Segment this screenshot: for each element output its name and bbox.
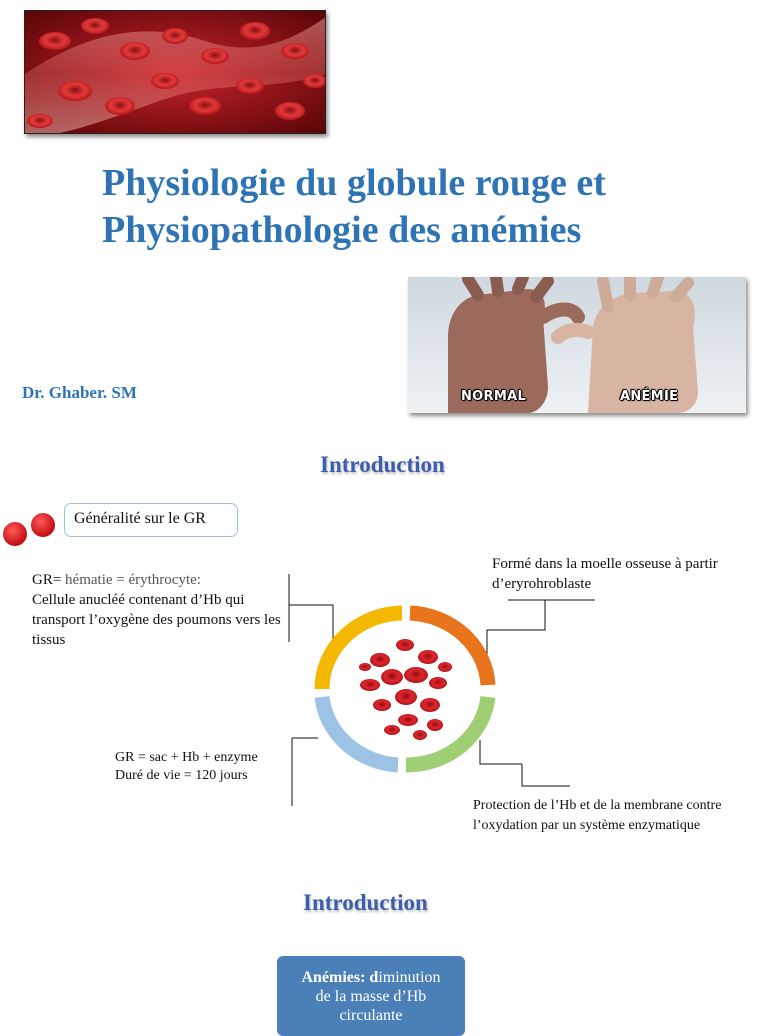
gr-composition-line1: GR = sac + Hb + enzyme [115, 750, 258, 765]
label-normal: NORMAL [461, 389, 527, 404]
forme-text: Formé dans la moelle osseuse à partir d’eryrohroblaste [492, 556, 718, 592]
gr-lifespan-line: Duré de vie = 120 jours [115, 768, 248, 783]
red-cells-bullet-icon [2, 512, 60, 552]
section-heading-introduction-2: Introduction [303, 890, 428, 915]
anemie-line2: de la masse d’Hb [315, 988, 427, 1005]
gr-definition-text [32, 570, 282, 650]
gr-definition-body: Cellule anucléé contenant d’Hb qui transport l’oxygène des poumons vers les tissus [32, 592, 281, 648]
gr-definition-prefix: GR= [32, 572, 62, 588]
author-name: Dr. Ghaber. SM [22, 383, 137, 402]
anemie-rest: iminution [378, 969, 441, 986]
gr-composition-text [115, 749, 295, 785]
page-title [102, 160, 742, 254]
title-line-1: Physiologie du globule rouge et [102, 162, 606, 204]
protection-text: Protection de l’Hb et de la membrane contre l’oxydation par un système enzymatique [473, 798, 722, 833]
generalite-box: Généralité sur le GR [64, 503, 238, 537]
gr-definition-synonyms: hématie = érythrocyte: [61, 572, 201, 588]
banner-image-blood-vessel [24, 10, 326, 134]
anemie-definition-box [277, 956, 465, 1036]
anemie-bold: Anémies: d [301, 969, 379, 986]
anemie-line3: circulante [339, 1007, 403, 1024]
label-anemie: ANÉMIE [620, 389, 679, 404]
section-heading-introduction: Introduction [320, 452, 445, 477]
red-blood-cell-ring-diagram [310, 605, 498, 773]
title-line-2: Physiopathologie des anémies [102, 209, 582, 251]
hands-comparison-photo [408, 277, 746, 413]
